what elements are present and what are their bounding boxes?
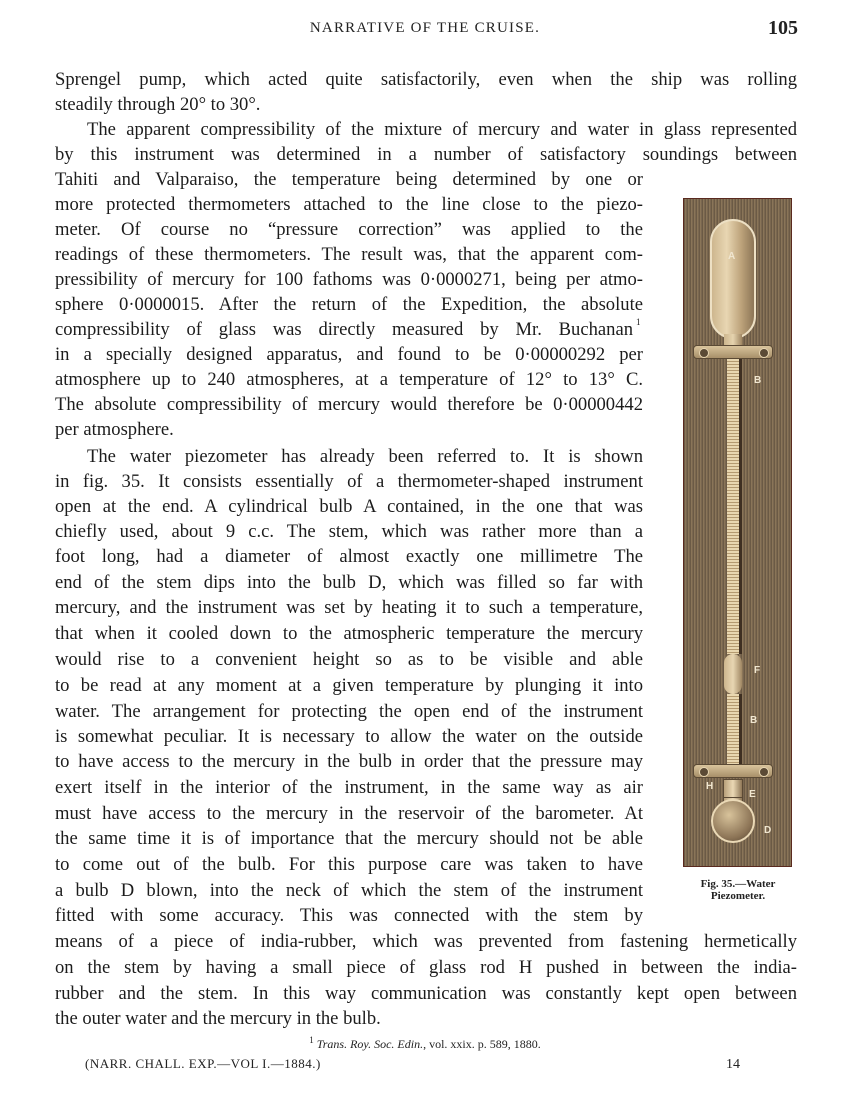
bulb-d-illustration — [711, 799, 755, 843]
text-line: to come out of the bulb. For this purpose care was taken to have — [55, 854, 643, 875]
graduated-stem-illustration — [727, 359, 742, 654]
text-line: on the stem by having a small piece of glass rod H pushed in between the india- — [55, 957, 797, 978]
text-line: by this instrument was determined in a number of satisfactory soundings between — [55, 144, 797, 165]
signature-mark: (NARR. CHALL. EXP.—VOL I.—1884.) — [85, 1056, 321, 1071]
page-number: 105 — [768, 17, 798, 39]
text-line: fitted with some accuracy. This was connected with the stem by — [55, 905, 643, 926]
screw-icon — [759, 767, 769, 777]
footnote-reference: , vol. xxix. p. 589, 1880. — [423, 1037, 541, 1051]
screw-icon — [699, 767, 709, 777]
text-line: compressibility of glass was directly measured by Mr. Buchanan — [55, 319, 633, 340]
text-line: open at the end. A cylindrical bulb A contained, in the one that was — [55, 496, 643, 517]
text-line: readings of these thermometers. The result was, that the apparent com- — [55, 244, 643, 265]
text-line: per atmosphere. — [55, 419, 174, 440]
text-line: that when it cooled down to the atmospheric temperature the mercury — [55, 623, 643, 644]
piezometer-illustration — [683, 198, 792, 867]
text-line: meter. Of course no “pressure correction” was applied to the — [55, 219, 643, 240]
label-a: A — [728, 251, 736, 262]
text-line: water. The arrangement for protecting the open end of the instrument — [55, 701, 643, 722]
text-line: foot long, had a diameter of almost exactly one millimetre The — [55, 546, 643, 567]
bulb-a-illustration — [710, 219, 756, 339]
footnote — [0, 1037, 850, 1052]
text-line: would rise to a convenient height so as to be visible and able — [55, 649, 643, 670]
screw-icon — [699, 348, 709, 358]
text-line: means of a piece of india-rubber, which was prevented from fastening hermetically — [55, 931, 797, 952]
caption-line: Piezometer. — [710, 890, 766, 902]
text-line: to have access to the mercury in the bulb in order that the pressure may — [55, 751, 643, 772]
text-line: to be read at any moment at a given temperature by plunging it into — [55, 675, 643, 696]
text-line: more protected thermometers attached to the line close to the piezo- — [55, 194, 643, 215]
text-line: steadily through 20° to 30°. — [55, 94, 261, 115]
rubber-collar-illustration — [723, 779, 743, 799]
label-h: H — [706, 781, 714, 792]
text-line: atmosphere up to 240 atmospheres, at a temperature of 12° to 13° C. — [55, 369, 643, 390]
text-line: exert itself in the interior of the instrument, in the same way as air — [55, 777, 643, 798]
footnote-number: 1 — [309, 1035, 314, 1045]
text-line: the outer water and the mercury in the bulb. — [55, 1008, 381, 1029]
text-line: sphere 0·0000015. After the return of the Expedition, the absolute — [55, 294, 643, 315]
text-line: rubber and the stem. In this way communication was constantly kept open between — [55, 983, 797, 1004]
text-line: mercury, and the instrument was set by heating it to such a temperature, — [55, 597, 643, 618]
running-head: NARRATIVE OF THE CRUISE. — [309, 20, 541, 36]
caption-line: Fig. 35.—Water — [700, 878, 776, 890]
lower-clamp-illustration — [693, 764, 773, 778]
text-line: The water piezometer has already been referred to. It is shown — [87, 446, 643, 467]
text-line: a bulb D blown, into the neck of which the stem of the instrument — [55, 880, 643, 901]
text-line: end of the stem dips into the bulb D, which was filled so far with — [55, 572, 643, 593]
label-e: E — [749, 789, 756, 800]
text-line: pressibility of mercury for 100 fathoms was 0·0000271, being per atmo- — [55, 269, 643, 290]
label-b-bottom: B — [750, 715, 758, 726]
sheet-number: 14 — [726, 1057, 740, 1072]
text-line: is somewhat peculiar. It is necessary to allow the water on the outside — [55, 726, 643, 747]
text-line: The apparent compressibility of the mixture of mercury and water in glass represented — [87, 119, 797, 140]
text-line: chiefly used, about 9 c.c. The stem, which was rather more than a — [55, 521, 643, 542]
text-line: in fig. 35. It consists essentially of a thermometer-shaped instrument — [55, 471, 643, 492]
figure-caption — [672, 878, 804, 902]
label-b-top: B — [754, 375, 762, 386]
text-line: The absolute compressibility of mercury would therefore be 0·00000442 — [55, 394, 643, 415]
text-line: must have access to the mercury in the reservoir of the barometer. At — [55, 803, 643, 824]
text-line: in a specially designed apparatus, and found to be 0·00000292 per — [55, 344, 643, 365]
text-line: Sprengel pump, which acted quite satisfactorily, even when the ship was rolling — [55, 69, 797, 90]
text-line: the same time it is of importance that the mercury should not be able — [55, 828, 643, 849]
label-f: F — [754, 665, 761, 676]
text-line: Tahiti and Valparaiso, the temperature being determined by one or — [55, 169, 643, 190]
lower-stem-illustration — [727, 694, 742, 769]
label-d: D — [764, 825, 772, 836]
footnote-source: Trans. Roy. Soc. Edin. — [316, 1037, 424, 1051]
stem-swelling-illustration — [724, 654, 742, 694]
screw-icon — [759, 348, 769, 358]
upper-clamp-illustration — [693, 345, 773, 359]
